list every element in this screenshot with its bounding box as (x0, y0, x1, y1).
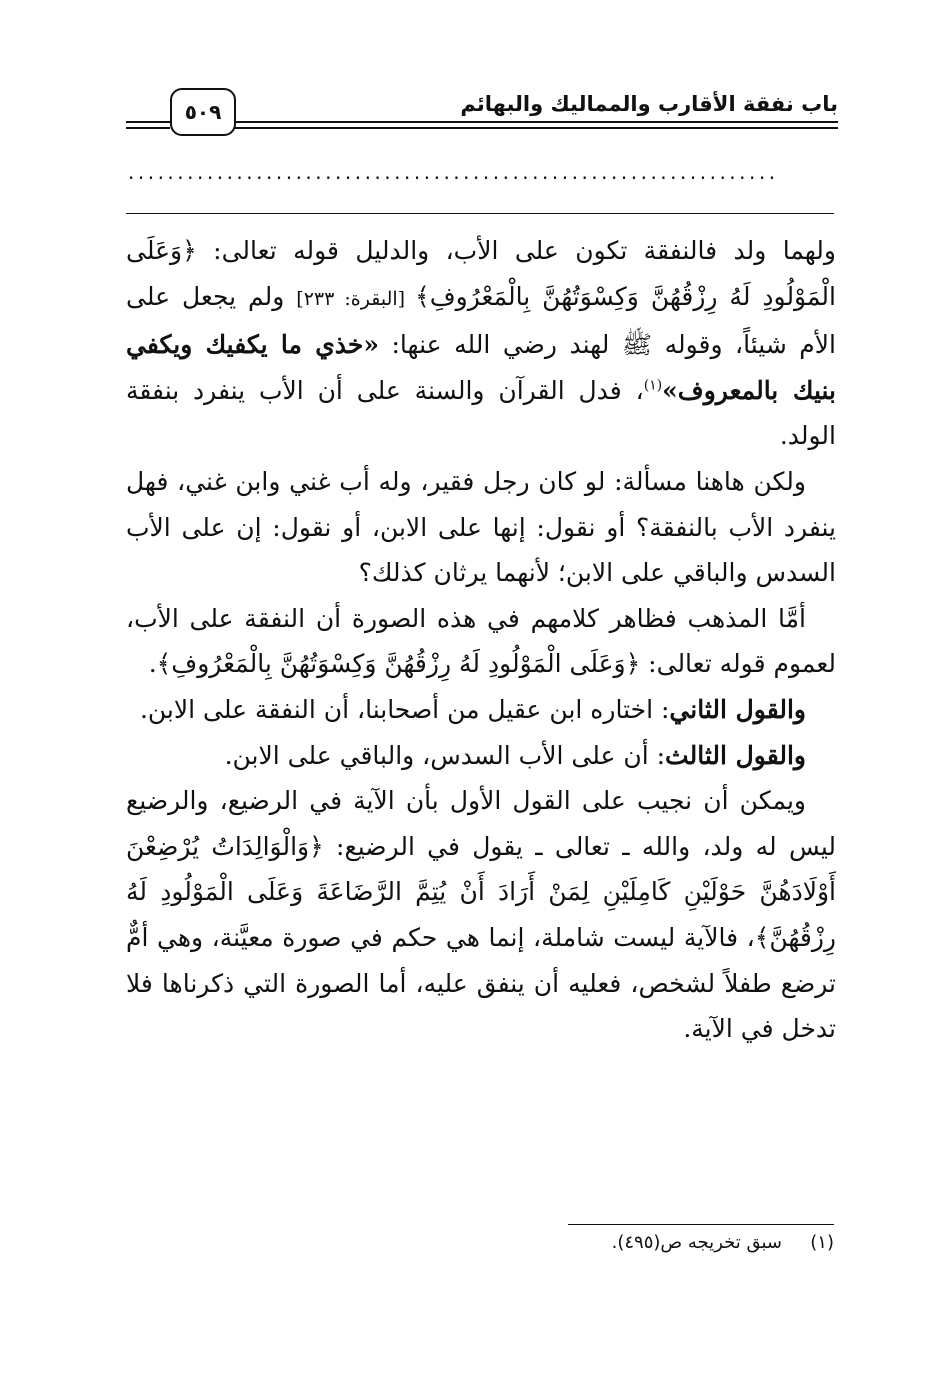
paragraph-5 (126, 733, 836, 779)
text-run: ، فالآية ليست شاملة، إنما هي حكم في صورة معيَّنة، وهي أمٌّ ترضع طفلاً لشخص، فعليه أن ينفق عليه، أما الصورة التي ذكرناها فلا تدخل في الآية. (126, 922, 836, 1044)
main-text (126, 228, 836, 1052)
footnote-rule (568, 1224, 834, 1225)
page-header (126, 84, 838, 144)
quran-verse: ﴿وَالْوَالِدَاتُ يُرْضِعْنَ أَوْلَادَهُنَّ حَوْلَيْنِ كَامِلَيْنِ لِمَنْ أَرَادَ أَنْ يُتِمَّ الرَّضَاعَةَ وَعَلَى الْمَوْلُودِ لَهُ رِزْقُهُنَّ﴾ (126, 831, 836, 952)
header-rule-top (234, 121, 838, 123)
paragraph-2: ولكن هاهنا مسألة: لو كان رجل فقير، وله أب غني وابن غني، فهل ينفرد الأب بالنفقة؟ أو نقول: إنها على الابن، أو نقول: إن على الأب السدس والباقي على الابن؛ لأنهما يرثان كذلك؟ (126, 466, 836, 588)
verse-reference: [البقرة: ٢٣٣] (296, 287, 416, 310)
footnote (126, 1232, 834, 1253)
header-rule-bottom (234, 127, 838, 129)
footnote-marker: (١) (643, 377, 663, 394)
text-run: : اختاره ابن عقيل من أصحابنا، أن النفقة على الابن. (139, 694, 670, 724)
text-run: ويمكن أن نجيب على القول الأول بأن الآية في الرضيع، والرضيع ليس له ولد، والله ـ تعالى ـ يقول في الرضيع: (126, 786, 836, 861)
dotted-continuation: .................................................................. (128, 160, 779, 184)
quran-verse: ﴿وَعَلَى الْمَوْلُودِ لَهُ رِزْقُهُنَّ وَكِسْوَتُهُنَّ بِالْمَعْرُوفِ﴾ (156, 649, 641, 679)
text-run: . (148, 649, 157, 679)
text-run: : أن على الأب السدس، والباقي على الابن. (224, 740, 666, 770)
footnote-number: (١) (810, 1232, 834, 1253)
text-run: أمَّا المذهب فظاهر كلامهم في هذه الصورة أن النفقة على الأب، لعموم قوله تعالى: (126, 603, 836, 679)
paragraph-1 (126, 228, 836, 459)
paragraph-4 (126, 687, 836, 733)
page-number: ٥٠٩ (184, 100, 222, 124)
opinion-label: والقول الثالث (665, 740, 806, 770)
chapter-title: باب نفقة الأقارب والمماليك والبهائم (460, 92, 838, 116)
paragraph-6 (126, 778, 836, 1052)
header-rule-left-bottom (126, 127, 170, 129)
hadith-quote: «خذي ما يكفيك ويكفي بنيك بالمعروف» (126, 330, 836, 405)
quran-verse: ﴿وَعَلَى الْمَوْلُودِ لَهُ رِزْقُهُنَّ وَكِسْوَتُهُنَّ بِالْمَعْرُوفِ﴾ (126, 236, 836, 311)
opinion-label: والقول الثاني (669, 694, 806, 724)
separator-rule (126, 213, 834, 214)
footnote-text: سبق تخريجه ص(٤٩٥). (611, 1232, 782, 1253)
header-rule-left-top (126, 121, 170, 123)
text-run: ولم يجعل على الأم شيئاً، وقوله ﷺ لهند رضي الله عنها: (126, 281, 836, 360)
paragraph-3 (126, 596, 836, 687)
page-number-box (170, 88, 236, 136)
text-run: ، فدل القرآن والسنة على أن الأب ينفرد بنفقة الولد. (126, 375, 836, 451)
text-run: ولهما ولد فالنفقة تكون على الأب، والدليل قوله تعالى: (196, 236, 836, 265)
